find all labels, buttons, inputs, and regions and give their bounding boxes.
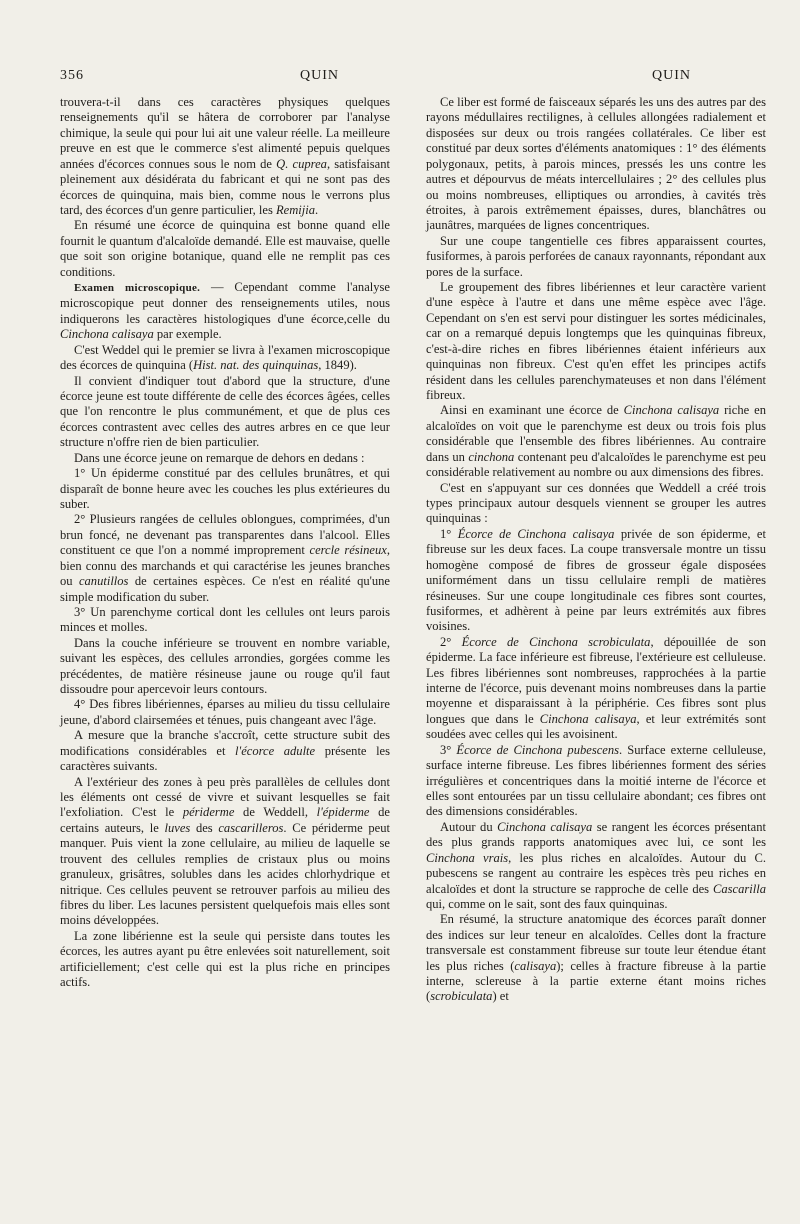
paragraph: 4° Des fibres libériennes, éparses au milieu du tissu cellulaire jeune, d'abord clairsemées et ténues, puis changeant avec l'âge. <box>60 697 390 727</box>
paragraph: Dans une écorce jeune on remarque de dehors en dedans : <box>74 450 365 465</box>
paragraph: Il convient d'indiquer tout d'abord que la structure, d'une écorce jeune est toute différente de celle des écorces âgées, celles que l'on rencontre le plus communément, et que de plus ces écorces contrastent avec celles des autres arbres en ce que leur structure n'offre rien de bien particulier. <box>60 373 390 450</box>
right-column <box>426 95 766 1005</box>
running-head-right: QUIN <box>652 68 691 83</box>
paragraph: Le groupement des fibres libériennes et leur caractère varient d'une espèce à l'autre et dans une même espèce avec l'âge. Cependant on s'en est servi pour distinguer les sortes médicinales, car on a remarqué depuis longtemps que les quinquinas fibreux, c'est-à-dire riches en fibres libériennes étaient inférieurs aux quinquinas non fibreux. C'est qu'en effet les principes actifs résident dans les cellules parenchymateuses et non dans l'élément fibreux. <box>426 280 766 403</box>
left-column <box>60 95 390 990</box>
paragraph: Ce liber est formé de faisceaux séparés les uns des autres par des rayons médullaires rectilignes, à cellules allongées radialement et disposées sur deux ou trois rangées collatérales. Ce liber est constitué par deux sortes d'éléments anatomiques : 1° des éléments polygonaux, petits, à parois minces, pressés les uns contre les autres et dépourvus de méats intercellulaires ; 2° des cellules plus ou moins nombreuses, elliptiques ou arrondies, à cavités très étroites, à parois extrêmement épaisses, dures, blanchâtres ou jaunâtres, marquées de lignes concentriques. <box>426 95 766 233</box>
section-rubric: Examen microscopique. <box>74 282 201 295</box>
paragraph: En résumé une écorce de quinquina est bonne quand elle fournit le quantum d'alcaloïde demandé. Elle est mauvaise, quelle que soit son origine botanique, quand elle ne remplit pas ces conditions. <box>60 218 390 279</box>
paragraph: Autour du Cinchona calisaya se rangent les écorces présentant des plus grands rapports anatomiques avec lui, ce sont les Cinchona vrais, les plus riches en alcaloïdes. Autour du C. pubescens se rangent au contraire les espèces très peu riches en alcaloïdes et dont la structure se rapproche de celle des Cascarilla qui, comme on le sait, sont des faux quinquinas. <box>426 819 766 911</box>
paragraph: trouvera-t-il dans ces caractères physiques quelques renseignements qu'il se hâtera de corroborer par l'analyse chimique, la seule qui pour lui ait une valeur réelle. La meilleure preuve en est que le commerce s'est alimenté pepuis quelques années d'écorces connues sous le nom de Q. cuprea, satisfaisant pleinement aux désidérata du fabricant et qui ne sont pas des écorces de quinquina, mais bien, comme nous le verrons plus tard, des écorces d'un genre particulier, les Remijia. <box>60 95 391 217</box>
paragraph: A mesure que la branche s'accroît, cette structure subit des modifications considérables et l'écorce adulte présente les caractères suivants. <box>60 728 391 774</box>
page-number: 356 <box>60 68 84 83</box>
paragraph-examen-microscopique: Examen microscopique. — Cependant comme l'analyse microscopique peut donner des renseignements utiles, nous indiquerons les caractères histologiques d'une écorce,celle du Cinchona calisaya par exemple. <box>60 280 390 342</box>
paragraph: C'est en s'appuyant sur ces données que Weddell a créé trois types principaux autour desquels viennent se grouper les autres quinquinas : <box>426 480 766 526</box>
paragraph: Dans la couche inférieure se trouvent en nombre variable, suivant les espèces, des cellules arrondies, gorgées comme les précédentes, de matière résineuse jaune ou rouge qu'il faut dissoudre pour apercevoir leurs contours. <box>60 635 390 697</box>
paragraph: 1° Écorce de Cinchona calisaya privée de son épiderme, et fibreuse sur les deux faces. La coupe transversale montre un tissu homogène composé de fibres de grosseur égale disposées uniformément dans un tissu cellulaire rempli de matières résineuses. Sur une coupe longitudinale ces fibres sont courtes, fusiformes, et adhèrent à peine par leurs extrémités aux fibres voisines. <box>426 526 766 634</box>
paragraph: A l'extérieur des zones à peu près parallèles de cellules dont les éléments ont cessé de vivre et suivant lesquelles se fait l'exfoliation. C'est le périderme de Weddell, l'épiderme de certains auteurs, le luves des cascarilleros. Ce périderme peut manquer. Puis vient la zone cellulaire, au milieu de laquelle se trouvent des cellules remplies de cristaux plus ou moins granuleux, grisâtres, solubles dans les acides chlorhydrique et nitrique. Ces cellules peuvent se retrouver parfois au milieu des fibres du liber. Les lacunes persistent quelquefois mais elles sont moins développées. <box>60 774 390 928</box>
paragraph: 2° Écorce de Cinchona scrobiculata, dépouillée de son épiderme. La face inférieure est fibreuse, l'extérieure est celluleuse. Les fibres libériennes sont nombreuses, rapprochées à la partie interne de l'écorce, puis devenant moins nombreuses dans la partie moyenne et disparaissant à la périphérie. Ces fibres sont plus longues que dans le Cinchona calisaya, et leur extrémités sont soudées avec celles qui les avoisinent. <box>426 634 767 742</box>
paragraph: 3° Un parenchyme cortical dont les cellules ont leurs parois minces et molles. <box>60 604 390 635</box>
paragraph: 1° Un épiderme constitué par des cellules brunâtres, et qui disparaît de bonne heure avec les couches les plus extérieures du suber. <box>60 466 390 511</box>
paragraph: Sur une coupe tangentielle ces fibres apparaissent courtes, fusiformes, à parois perforées de canaux rayonnants, répondant aux pores de la surface. <box>426 233 766 279</box>
paragraph: Ainsi en examinant une écorce de Cinchona calisaya riche en alcaloïdes on voit que le parenchyme est deux ou trois fois plus considérable que l'ensemble des fibres libériennes. Au contraire dans un cinchona contenant peu d'alcaloïdes le parenchyme est peu considérable relativement au nombre ou aux dimensions des fibres. <box>426 403 766 480</box>
paragraph: La zone libérienne est la seule qui persiste dans toutes les écorces, les autres ayant pu être enlevées soit naturellement, soit artificiellement; c'est celle qui est la plus riche en principes actifs. <box>60 928 390 990</box>
paragraph: 2° Plusieurs rangées de cellules oblongues, comprimées, d'un brun foncé, ne devenant pas transparentes dans l'alcool. Elles constituent ce que l'on a nommé improprement cercle résineux, bien connu des marchands et qui caractérise les jeunes branches ou canutillos de certaines espèces. Ce n'est en réalité qu'une simple modification du suber. <box>60 512 390 604</box>
paragraph: 3° Écorce de Cinchona pubescens. Surface externe celluleuse, surface interne fibreuse. Les fibres libériennes forment des séries irrégulières et concentriques dans la moitié interne de l'écorce et elles sont entourées par un tissu cellulaire abondant; ces fibres ont des dimensions considérables. <box>426 742 766 819</box>
running-head-left: QUIN <box>300 68 339 83</box>
page-header <box>60 68 762 88</box>
paragraph: En résumé, la structure anatomique des écorces paraît donner des indices sur leur teneur en alcaloïdes. Celles dont la fracture transversale est constamment fibreuse sur toute leur étendue étant les plus riches (calisaya); celles à fracture fibreuse à la partie interne, sclereuse à la partie externe étant moins riches (scrobiculata) et <box>426 912 766 1004</box>
paragraph: C'est Weddel qui le premier se livra à l'examen microscopique des écorces de quinquina (Hist. nat. des quinquinas, 1849). <box>60 342 390 373</box>
